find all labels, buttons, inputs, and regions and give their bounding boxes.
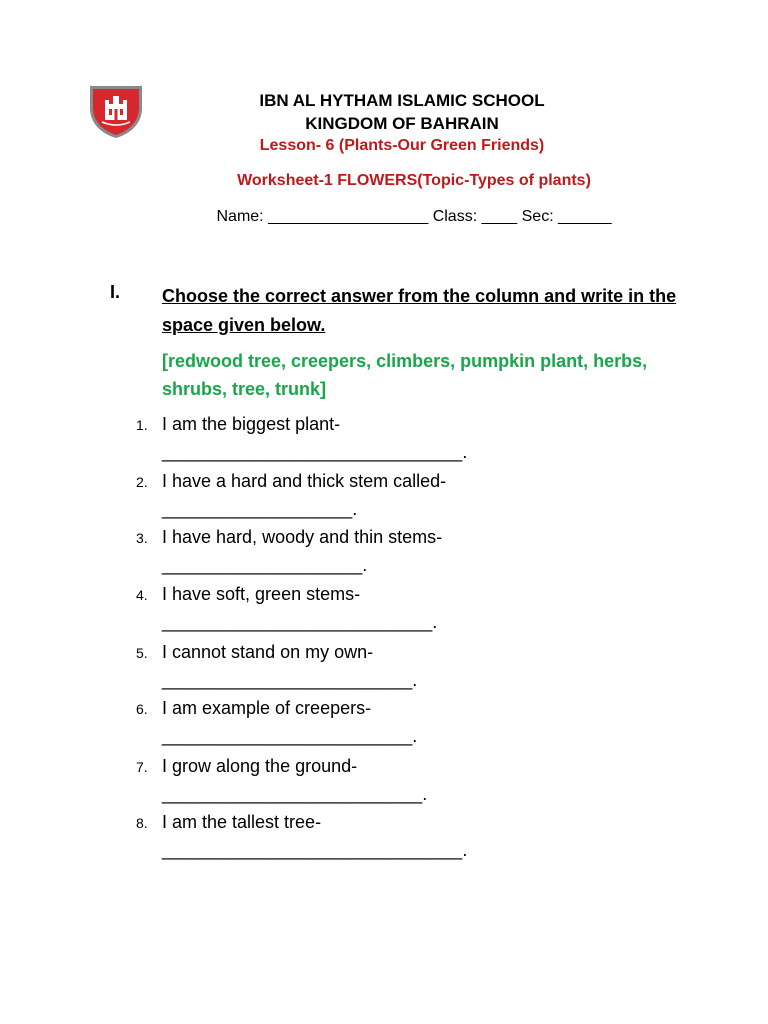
question-text: I am the tallest tree-	[162, 812, 322, 832]
answer-blank[interactable]: _________________________.	[162, 726, 418, 746]
question-text: I cannot stand on my own-	[162, 642, 374, 662]
answer-blank[interactable]: ___________________________.	[162, 612, 438, 632]
worksheet-title: Worksheet-1 FLOWERS(Topic-Types of plants)	[237, 172, 591, 189]
word-bank: [redwood tree, creepers, climbers, pumpkin plant, herbs, shrubs, tree, trunk]	[162, 351, 648, 399]
question-number: 2.	[136, 474, 148, 490]
question-text: I am the biggest plant-	[162, 414, 341, 434]
answer-blank[interactable]: ______________________________.	[162, 840, 468, 860]
section-instruction: Choose the correct answer from the column and write in the space given below.	[162, 286, 677, 335]
section-number: I.	[110, 282, 121, 302]
answer-blank[interactable]: _________________________.	[162, 670, 418, 690]
question-text: I have soft, green stems-	[162, 584, 361, 604]
question-text: I have hard, woody and thin stems-	[162, 527, 443, 547]
lesson-title: Lesson- 6 (Plants-Our Green Friends)	[259, 137, 545, 154]
answer-blank[interactable]: ___________________.	[162, 499, 358, 519]
question-number: 5.	[136, 645, 148, 661]
name-class-sec-line: Name: __________________ Class: ____ Sec: ______	[216, 208, 612, 225]
answer-blank[interactable]: ____________________.	[162, 555, 368, 575]
question-number: 3.	[136, 530, 148, 546]
question-number: 1.	[136, 417, 148, 433]
question-number: 8.	[136, 815, 148, 831]
answer-blank[interactable]: __________________________.	[162, 784, 428, 804]
question-text: I have a hard and thick stem called-	[162, 471, 447, 491]
question-number: 7.	[136, 759, 148, 775]
answer-blank[interactable]: ______________________________.	[162, 442, 468, 462]
question-text: I am example of creepers-	[162, 698, 372, 718]
school-name: IBN AL HYTHAM ISLAMIC SCHOOL	[259, 91, 545, 110]
question-number: 6.	[136, 701, 148, 717]
question-text: I grow along the ground-	[162, 756, 358, 776]
question-number: 4.	[136, 587, 148, 603]
country-name: KINGDOM OF BAHRAIN	[305, 114, 499, 133]
